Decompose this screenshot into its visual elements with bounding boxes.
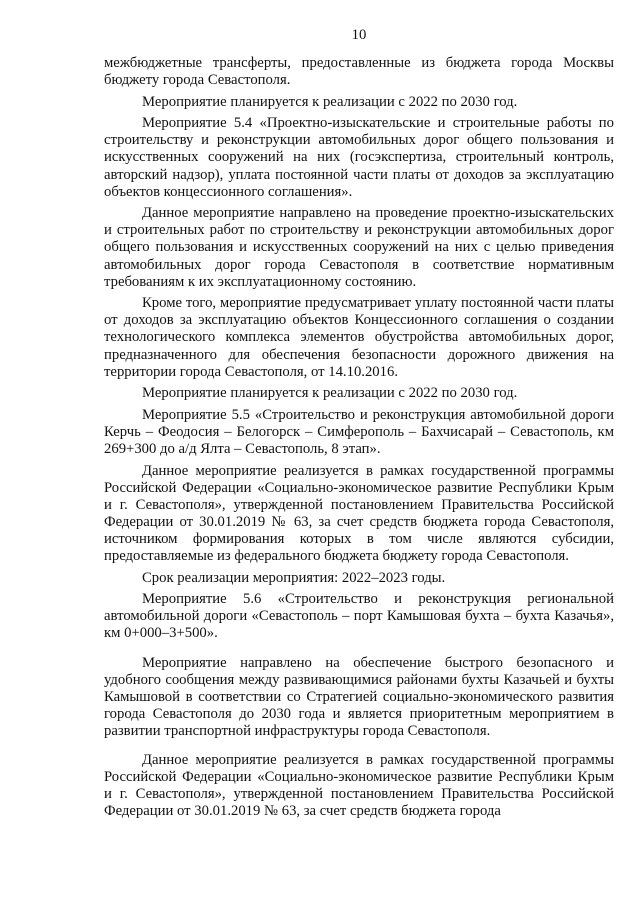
paragraph: Срок реализации мероприятия: 2022–2023 годы.: [142, 569, 446, 586]
paragraph: Мероприятие 5.6 «Строительство и реконструкция региональной автомобильной дороги «Севастополь – порт Камышовая бухта – бухта Казачья», км 0+000–3+500».: [104, 591, 614, 642]
page-number: 10: [351, 27, 367, 43]
paragraph: Данное мероприятие реализуется в рамках государственной программы Российской Федерации «Социально-экономическое развитие Республики Крым и г. Севастополя», утвержденной постановлением Правительства Российской Федерации от 30.01.2019 № 63, за счет средств бюджета города: [104, 751, 614, 820]
paragraph: Данное мероприятие направлено на проведение проектно-изыскательских и строительных работ по строительству и реконструкции автомобильных дорог общего пользования и искусственных сооружений на них с целью приведения автомобильных дорог города Севастополя в соответствие нормативным требованиям к их эксплуатационному состоянию.: [104, 205, 614, 290]
paragraph: межбюджетные трансферты, предоставленные из бюджета города Москвы бюджету города Севастополя.: [104, 55, 614, 89]
paragraph: Мероприятие 5.4 «Проектно-изыскательские и строительные работы по строительству и реконструкции автомобильных дорог общего пользования и искусственных сооружений на них (госэкспертиза, строительный контроль, авторский надзор), уплата постоянной части платы от доходов за эксплуатацию объектов концессионного соглашения».: [104, 115, 614, 200]
paragraph: Кроме того, мероприятие предусматривает уплату постоянной части платы от доходов за эксплуатацию объектов Концессионного соглашения о создании технологического комплекса элементов обустройства автомобильных дорог, предназначенного для обеспечения безопасности дорожного движения на территории города Севастополя, от 14.10.2016.: [104, 295, 614, 380]
paragraph: Мероприятие 5.5 «Строительство и реконструкция автомобильной дороги Керчь – Феодосия – Белогорск – Симферополь – Бахчисарай – Севастополь, км 269+300 до а/д Ялта – Севастополь, 8 этап».: [104, 406, 614, 457]
paragraph: Мероприятие планируется к реализации с 2022 по 2030 год.: [142, 93, 518, 110]
paragraph: Данное мероприятие реализуется в рамках государственной программы Российской Федерации «Социально-экономическое развитие Республики Крым и г. Севастополя», утвержденной постановлением Правительства Российской Федерации от 30.01.2019 № 63, за счет средств бюджета города Севастополя, источником формирования которых в том числе являются субсидии, предоставляемые из федерального бюджета бюджету города Севастополя.: [104, 462, 614, 565]
document-body: [104, 55, 614, 825]
paragraph: Мероприятие планируется к реализации с 2022 по 2030 год.: [142, 385, 518, 402]
paragraph: Мероприятие направлено на обеспечение быстрого безопасного и удобного сообщения между развивающимися районами бухты Казачьей и бухты Камышовой в соответствии со Стратегией социально-экономического развития города Севастополя до 2030 года и является приоритетным мероприятием в развитии транспортной инфраструктуры города Севастополя.: [104, 654, 614, 739]
